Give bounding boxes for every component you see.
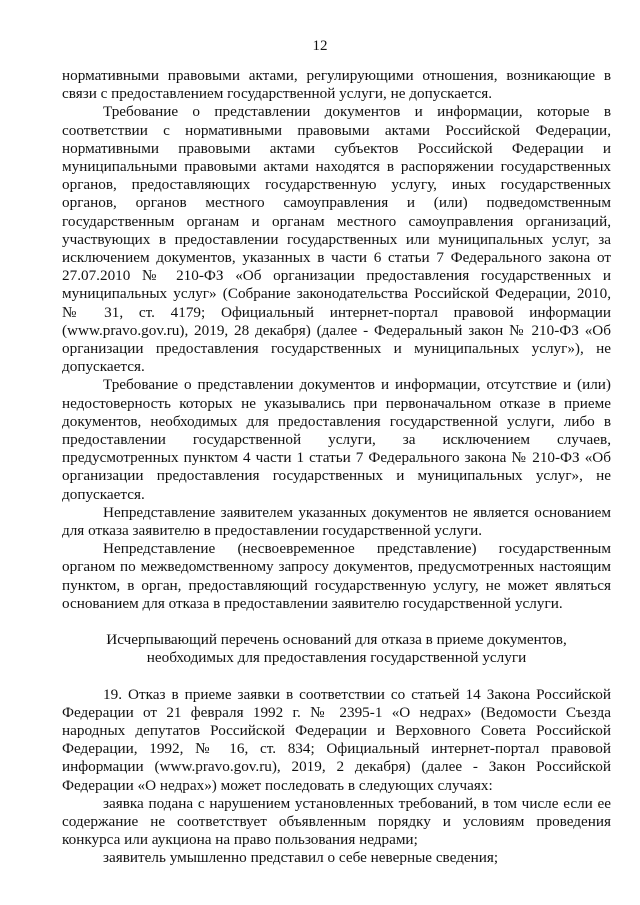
paragraph-non-submission-agency: Непредставление (несвоевременное представление) государственным органом по межведомственному запросу документов, предусмотренных настоящим пунктом, в орган, предоставляющий государственную услугу, не может являться основанием для отказа в предоставлении заявителю государственной услуги. xyxy=(62,540,611,612)
paragraph-information-requirement: Требование о представлении документов и информации, отсутствие и (или) недостоверность которых не указывались при первоначальном отказе в приеме документов, необходимых для предоставления государственной услуги, либо в предоставлении государственной услуги, за исключением случаев, предусмотренных пунктом 4 части 1 статьи 7 Федерального закона № 210-ФЗ «Об организации предоставления государственных и муниципальных услуг», не допускается. xyxy=(62,376,611,503)
paragraph-non-submission-applicant: Непредставление заявителем указанных документов не является основанием для отказа заявителю в предоставлении государственной услуги. xyxy=(62,503,611,540)
paragraph-rejection-case-2: заявитель умышленно представил о себе неверные сведения; xyxy=(103,849,499,867)
document-body xyxy=(62,67,611,868)
paragraph-continuation: нормативными правовыми актами, регулирующими отношения, возникающие в связи с предоставлением государственной услуги, не допускается. xyxy=(62,67,611,103)
paragraph-rejection-case-1: заявка подана с нарушением установленных требований, в том числе если ее содержание не соответствует объявленным порядку и условиям проведения конкурса или аукциона на право пользования недрами; xyxy=(62,794,611,849)
paragraph-item-19: 19. Отказ в приеме заявки в соответствии со статьей 14 Закона Российской Федерации от 21 февраля 1992 г. № 2395-1 «О недрах» (Ведомости Съезда народных депутатов Российской Федерации и Верховного Совета Российской Федерации, 1992, № 16, ст. 834; Официальный интернет-портал правовой информации (www.pravo.gov.ru), 2019, 2 декабря) (далее - Закон Российской Федерации «О недрах») может последовать в следующих случаях: xyxy=(62,685,611,794)
paragraph-document-requirement: Требование о представлении документов и информации, которые в соответствии с нормативными правовыми актами Российской Федерации, нормативными правовыми актами субъектов Российской Федерации и муниципальными правовыми актами находятся в распоряжении государственных органов, предоставляющих государственную услугу, иных государственных органов, органов местного самоуправления и (или) подведомственным государственным органам и органам местного самоуправления организаций, участвующих в предоставлении государственных или муниципальных услуг, за исключением документов, указанных в части 6 статьи 7 Федерального закона от 27.07.2010 № 210-ФЗ «Об организации предоставления государственных и муниципальных услуг» (Собрание законодательства Российской Федерации, 2010, № 31, ст. 4179; Официальный интернет-портал правовой информации (www.pravo.gov.ru), 2019, 28 декабря) (далее - Федеральный закон № 210-ФЗ «Об организации предоставления государственных и муниципальных услуг»), не допускается. xyxy=(62,103,611,376)
page-number: 12 xyxy=(312,38,328,54)
section-heading xyxy=(62,631,611,667)
section-heading-line-1: Исчерпывающий перечень оснований для отказа в приеме документов, xyxy=(106,631,567,649)
section-heading-line-2: необходимых для предоставления государственной услуги xyxy=(146,649,527,667)
